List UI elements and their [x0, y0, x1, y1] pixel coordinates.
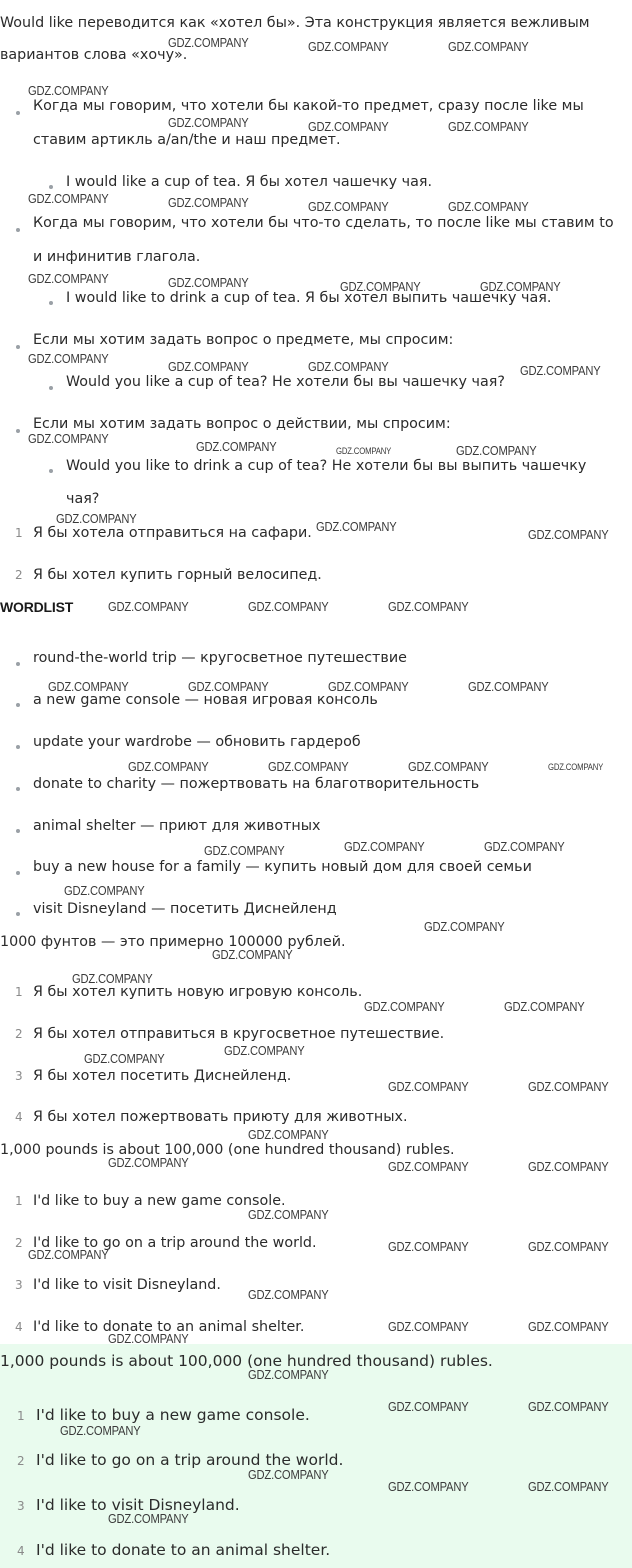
- watermark: GDZ.COMPANY: [408, 759, 489, 774]
- watermark: GDZ.COMPANY: [128, 759, 209, 774]
- watermark: GDZ.COMPANY: [248, 1467, 329, 1482]
- watermark: GDZ.COMPANY: [328, 679, 409, 694]
- watermark: GDZ.COMPANY: [480, 279, 561, 294]
- bullet: [16, 345, 20, 349]
- watermark: GDZ.COMPANY: [344, 839, 425, 854]
- watermark: GDZ.COMPANY: [364, 999, 445, 1014]
- answer-text: I'd like to buy a new game console.: [36, 1406, 310, 1424]
- bullet: [16, 703, 20, 707]
- item-number: 1: [15, 526, 23, 540]
- bullet: [16, 787, 20, 791]
- watermark: GDZ.COMPANY: [448, 39, 529, 54]
- watermark: GDZ.COMPANY: [388, 1479, 469, 1494]
- bullet: [49, 386, 53, 390]
- watermark: GDZ.COMPANY: [308, 119, 389, 134]
- watermark: GDZ.COMPANY: [456, 443, 537, 458]
- watermark: GDZ.COMPANY: [28, 271, 109, 286]
- watermark: GDZ.COMPANY: [528, 1399, 609, 1414]
- watermark: GDZ.COMPANY: [28, 351, 109, 366]
- item-number: 2: [15, 1027, 23, 1041]
- watermark: GDZ.COMPANY: [56, 511, 137, 526]
- answer-text: Я бы хотел отправиться в кругосветное путешествие.: [33, 1026, 445, 1042]
- rule-text: Если мы хотим задать вопрос о действии, мы спросим:: [33, 416, 451, 432]
- bullet: [16, 228, 20, 232]
- pounds-text: 1000 фунтов — это примерно 100000 рублей.: [0, 934, 346, 950]
- watermark: GDZ.COMPANY: [168, 115, 249, 130]
- watermark: GDZ.COMPANY: [388, 1319, 469, 1334]
- item-number: 4: [15, 1110, 23, 1124]
- watermark: GDZ.COMPANY: [28, 83, 109, 98]
- item-number: 2: [17, 1454, 25, 1468]
- bullet: [49, 469, 53, 473]
- watermark: GDZ.COMPANY: [204, 843, 285, 858]
- answer-text: I'd like to donate to an animal shelter.: [36, 1541, 331, 1559]
- watermark: GDZ.COMPANY: [212, 947, 293, 962]
- watermark: GDZ.COMPANY: [248, 599, 329, 614]
- watermark: GDZ.COMPANY: [248, 1287, 329, 1302]
- item-number: 3: [15, 1069, 23, 1083]
- watermark: GDZ.COMPANY: [388, 1239, 469, 1254]
- answer-text: Я бы хотел купить новую игровую консоль.: [33, 984, 363, 1000]
- watermark: GDZ.COMPANY: [108, 599, 189, 614]
- watermark: GDZ.COMPANY: [108, 1155, 189, 1170]
- wordlist-item: visit Disneyland — посетить Диснейленд: [33, 901, 337, 917]
- answer-text: I'd like to visit Disneyland.: [36, 1496, 240, 1514]
- answer-text: Я бы хотел пожертвовать приюту для животных.: [33, 1109, 408, 1125]
- watermark: GDZ.COMPANY: [528, 1239, 609, 1254]
- watermark: GDZ.COMPANY: [168, 35, 249, 50]
- answer-text: Я бы хотел купить горный велосипед.: [33, 567, 322, 583]
- bullet: [49, 301, 53, 305]
- watermark: GDZ.COMPANY: [528, 1319, 609, 1334]
- watermark: GDZ.COMPANY: [168, 275, 249, 290]
- intro-line: Would like переводится как «хотел бы». Эта конструкция является вежливым: [0, 15, 590, 31]
- watermark: GDZ.COMPANY: [548, 762, 604, 772]
- wordlist-item: donate to charity — пожертвовать на благотворительность: [33, 776, 480, 792]
- bullet: [16, 111, 20, 115]
- rule-text: Если мы хотим задать вопрос о предмете, мы спросим:: [33, 332, 454, 348]
- watermark: GDZ.COMPANY: [388, 1079, 469, 1094]
- pounds-text: 1,000 pounds is about 100,000 (one hundred thousand) rubles.: [0, 1352, 493, 1370]
- intro-line: вариантов слова «хочу».: [0, 47, 188, 63]
- watermark: GDZ.COMPANY: [484, 839, 565, 854]
- watermark: GDZ.COMPANY: [64, 883, 145, 898]
- watermark: GDZ.COMPANY: [528, 1479, 609, 1494]
- watermark: GDZ.COMPANY: [528, 1159, 609, 1174]
- item-number: 4: [15, 1320, 23, 1334]
- item-number: 1: [15, 985, 23, 999]
- example-text: I would like to drink a cup of tea. Я бы хотел выпить чашечку чая.: [66, 290, 552, 306]
- rule-text: Когда мы говорим, что хотели бы что-то сделать, то после like мы ставим to: [33, 215, 614, 231]
- example-text: Would you like a cup of tea? Не хотели бы вы чашечку чая?: [66, 374, 505, 390]
- item-number: 1: [15, 1194, 23, 1208]
- watermark: GDZ.COMPANY: [248, 1367, 329, 1382]
- watermark: GDZ.COMPANY: [48, 679, 129, 694]
- rule-text: ставим артикль a/an/the и наш предмет.: [33, 132, 341, 148]
- watermark: GDZ.COMPANY: [108, 1511, 189, 1526]
- bullet: [16, 429, 20, 433]
- watermark: GDZ.COMPANY: [468, 679, 549, 694]
- rule-text: и инфинитив глагола.: [33, 249, 201, 265]
- answer-text: Я бы хотела отправиться на сафари.: [33, 525, 312, 541]
- answer-text: I'd like to go on a trip around the world.: [33, 1235, 317, 1251]
- wordlist-heading: WORDLIST: [0, 599, 74, 615]
- answer-text: Я бы хотел посетить Диснейленд.: [33, 1068, 292, 1084]
- example-text: чая?: [66, 491, 100, 507]
- bullet: [16, 829, 20, 833]
- answer-text: I'd like to go on a trip around the world.: [36, 1451, 344, 1469]
- item-number: 4: [17, 1544, 25, 1558]
- item-number: 3: [17, 1499, 25, 1513]
- watermark: GDZ.COMPANY: [168, 359, 249, 374]
- watermark: GDZ.COMPANY: [28, 1247, 109, 1262]
- wordlist-item: animal shelter — приют для животных: [33, 818, 321, 834]
- watermark: GDZ.COMPANY: [308, 359, 389, 374]
- pounds-text: 1,000 pounds is about 100,000 (one hundred thousand) rubles.: [0, 1142, 455, 1158]
- watermark: GDZ.COMPANY: [520, 363, 601, 378]
- watermark: GDZ.COMPANY: [224, 1043, 305, 1058]
- watermark: GDZ.COMPANY: [504, 999, 585, 1014]
- answer-text: I'd like to visit Disneyland.: [33, 1277, 221, 1293]
- watermark: GDZ.COMPANY: [340, 279, 421, 294]
- wordlist-item: update your wardrobe — обновить гардероб: [33, 734, 361, 750]
- watermark: GDZ.COMPANY: [388, 599, 469, 614]
- bullet: [16, 745, 20, 749]
- watermark: GDZ.COMPANY: [60, 1423, 141, 1438]
- wordlist-item: round-the-world trip — кругосветное путешествие: [33, 650, 407, 666]
- watermark: GDZ.COMPANY: [196, 439, 277, 454]
- watermark: GDZ.COMPANY: [108, 1331, 189, 1346]
- watermark: GDZ.COMPANY: [72, 971, 153, 986]
- watermark: GDZ.COMPANY: [388, 1399, 469, 1414]
- wordlist-item: buy a new house for a family — купить новый дом для своей семьи: [33, 859, 532, 875]
- item-number: 1: [17, 1409, 25, 1423]
- watermark: GDZ.COMPANY: [308, 39, 389, 54]
- watermark: GDZ.COMPANY: [28, 431, 109, 446]
- watermark: GDZ.COMPANY: [388, 1159, 469, 1174]
- item-number: 2: [15, 568, 23, 582]
- watermark: GDZ.COMPANY: [168, 195, 249, 210]
- watermark: GDZ.COMPANY: [248, 1207, 329, 1222]
- watermark: GDZ.COMPANY: [528, 527, 609, 542]
- watermark: GDZ.COMPANY: [84, 1051, 165, 1066]
- answer-text: I'd like to buy a new game console.: [33, 1193, 286, 1209]
- watermark: GDZ.COMPANY: [424, 919, 505, 934]
- bullet: [49, 185, 53, 189]
- watermark: GDZ.COMPANY: [448, 119, 529, 134]
- watermark: GDZ.COMPANY: [528, 1079, 609, 1094]
- watermark: GDZ.COMPANY: [336, 446, 392, 456]
- answer-text: I'd like to donate to an animal shelter.: [33, 1319, 305, 1335]
- watermark: GDZ.COMPANY: [308, 199, 389, 214]
- wordlist-item: a new game console — новая игровая консоль: [33, 692, 378, 708]
- bullet: [16, 912, 20, 916]
- example-text: Would you like to drink a cup of tea? Не хотели бы вы выпить чашечку: [66, 458, 587, 474]
- example-text: I would like a cup of tea. Я бы хотел чашечку чая.: [66, 174, 433, 190]
- item-number: 3: [15, 1278, 23, 1292]
- item-number: 2: [15, 1236, 23, 1250]
- watermark: GDZ.COMPANY: [448, 199, 529, 214]
- bullet: [16, 871, 20, 875]
- watermark: GDZ.COMPANY: [248, 1127, 329, 1142]
- bullet: [16, 662, 20, 666]
- rule-text: Когда мы говорим, что хотели бы какой-то предмет, сразу после like мы: [33, 98, 584, 114]
- watermark: GDZ.COMPANY: [28, 191, 109, 206]
- watermark: GDZ.COMPANY: [316, 519, 397, 534]
- watermark: GDZ.COMPANY: [188, 679, 269, 694]
- watermark: GDZ.COMPANY: [268, 759, 349, 774]
